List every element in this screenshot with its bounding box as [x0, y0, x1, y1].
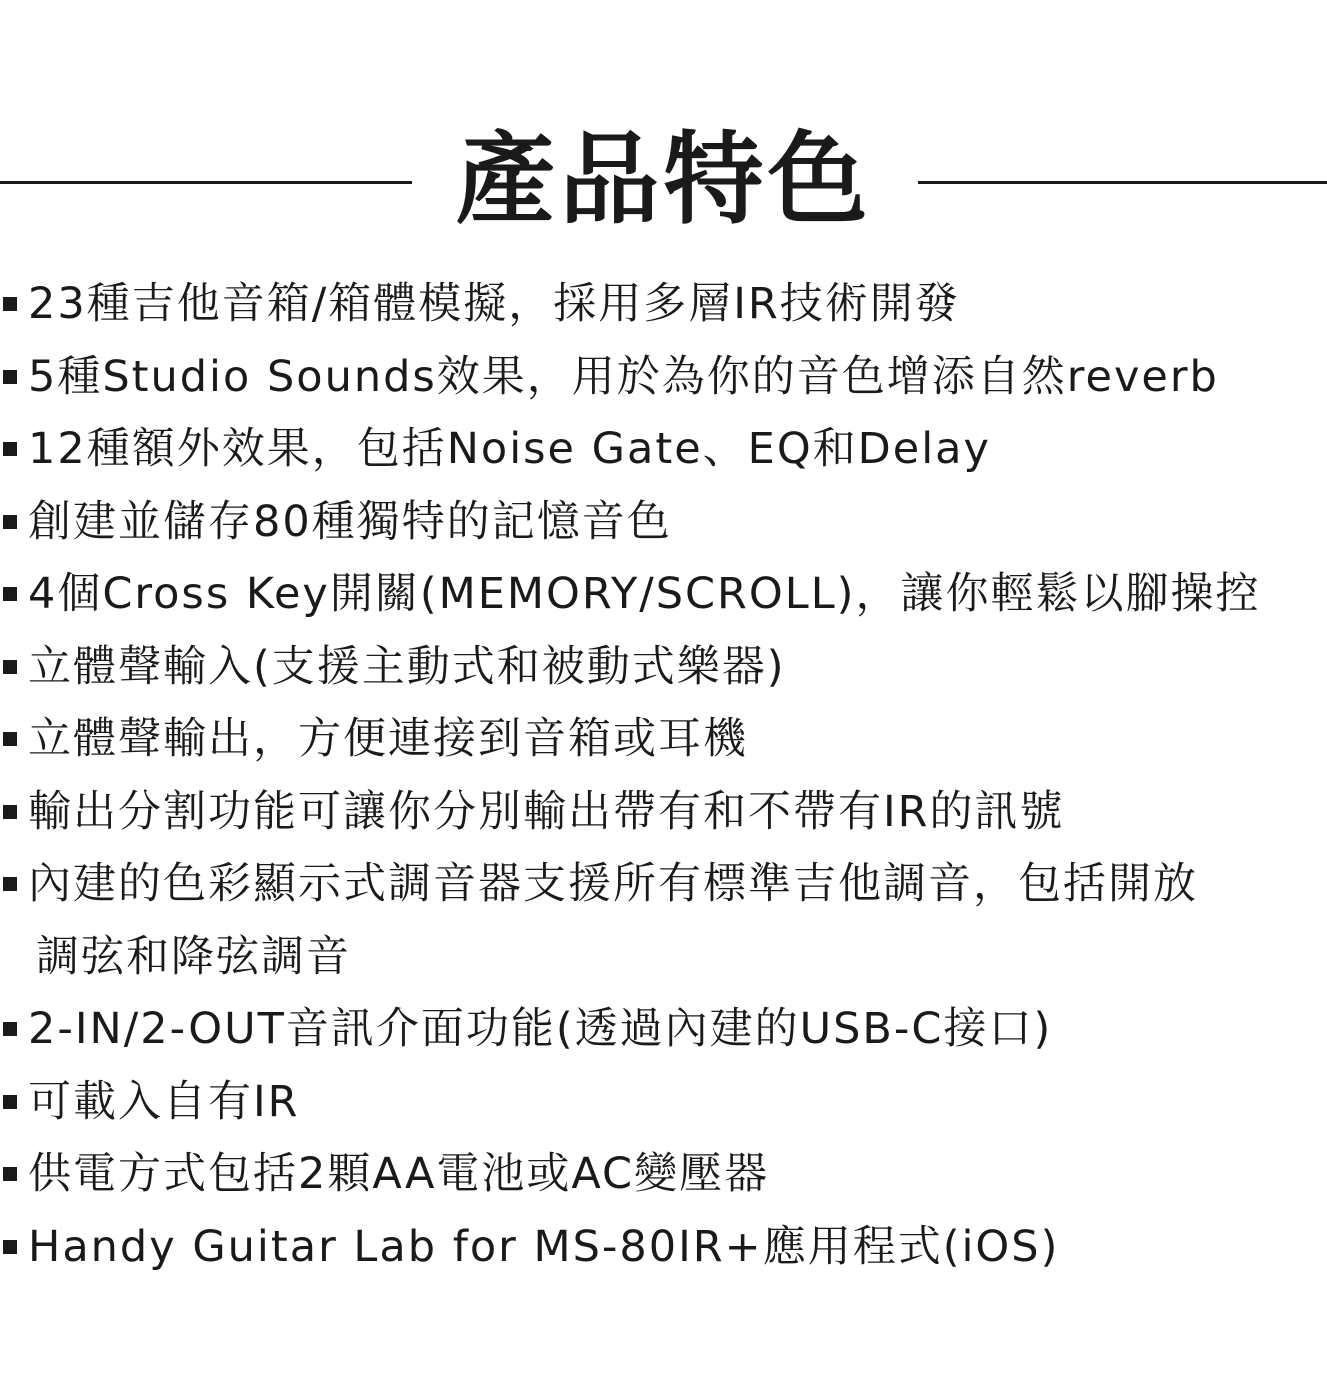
square-bullet-icon	[3, 587, 17, 601]
square-bullet-icon	[3, 297, 17, 311]
square-bullet-icon	[3, 515, 17, 529]
feature-item	[0, 1211, 1327, 1284]
section-header	[0, 118, 1327, 248]
feature-item	[0, 486, 1327, 559]
square-bullet-icon	[3, 1240, 17, 1254]
feature-item	[0, 558, 1327, 631]
square-bullet-icon	[3, 877, 17, 891]
feature-item	[0, 993, 1327, 1066]
feature-item	[0, 848, 1327, 993]
feature-item	[0, 1066, 1327, 1139]
title-divider-right	[918, 181, 1327, 184]
feature-text: 12種額外效果，包括Noise Gate、EQ和Delay	[28, 424, 991, 474]
feature-text: 2-IN/2-OUT音訊介面功能(透過內建的USB-C接口)	[28, 1004, 1053, 1054]
feature-item	[0, 268, 1327, 341]
square-bullet-icon	[3, 660, 17, 674]
square-bullet-icon	[3, 442, 17, 456]
feature-item	[0, 703, 1327, 776]
feature-text: 創建並儲存80種獨特的記憶音色	[28, 496, 672, 547]
feature-text: 內建的色彩顯示式調音器支援所有標準吉他調音，包括開放	[28, 859, 1198, 909]
feature-text: Handy Guitar Lab for MS-80IR+應用程式(iOS)	[28, 1221, 1060, 1272]
page-title: 產品特色	[455, 121, 872, 238]
feature-item	[0, 1138, 1327, 1211]
square-bullet-icon	[3, 1167, 17, 1181]
square-bullet-icon	[3, 370, 17, 384]
feature-text: 供電方式包括2顆AA電池或AC變壓器	[28, 1149, 770, 1199]
feature-list	[0, 268, 1327, 1283]
feature-item	[0, 341, 1327, 414]
feature-text: 4個Cross Key開關(MEMORY/SCROLL)，讓你輕鬆以腳操控	[28, 569, 1261, 619]
feature-text: 輸出分割功能可讓你分別輸出帶有和不帶有IR的訊號	[28, 786, 1065, 837]
square-bullet-icon	[3, 1095, 17, 1109]
feature-item	[0, 776, 1327, 849]
square-bullet-icon	[3, 805, 17, 819]
feature-item	[0, 631, 1327, 704]
feature-text-continuation: 調弦和降弦調音	[36, 931, 351, 982]
square-bullet-icon	[3, 732, 17, 746]
feature-item	[0, 413, 1327, 486]
feature-text: 23種吉他音箱/箱體模擬，採用多層IR技術開發	[28, 279, 960, 329]
feature-text: 立體聲輸出，方便連接到音箱或耳機	[28, 714, 748, 764]
feature-text: 立體聲輸入(支援主動式和被動式樂器)	[28, 641, 786, 692]
feature-text: 5種Studio Sounds效果，用於為你的音色增添自然reverb	[28, 351, 1219, 402]
square-bullet-icon	[3, 1022, 17, 1036]
feature-text: 可載入自有IR	[28, 1076, 300, 1127]
